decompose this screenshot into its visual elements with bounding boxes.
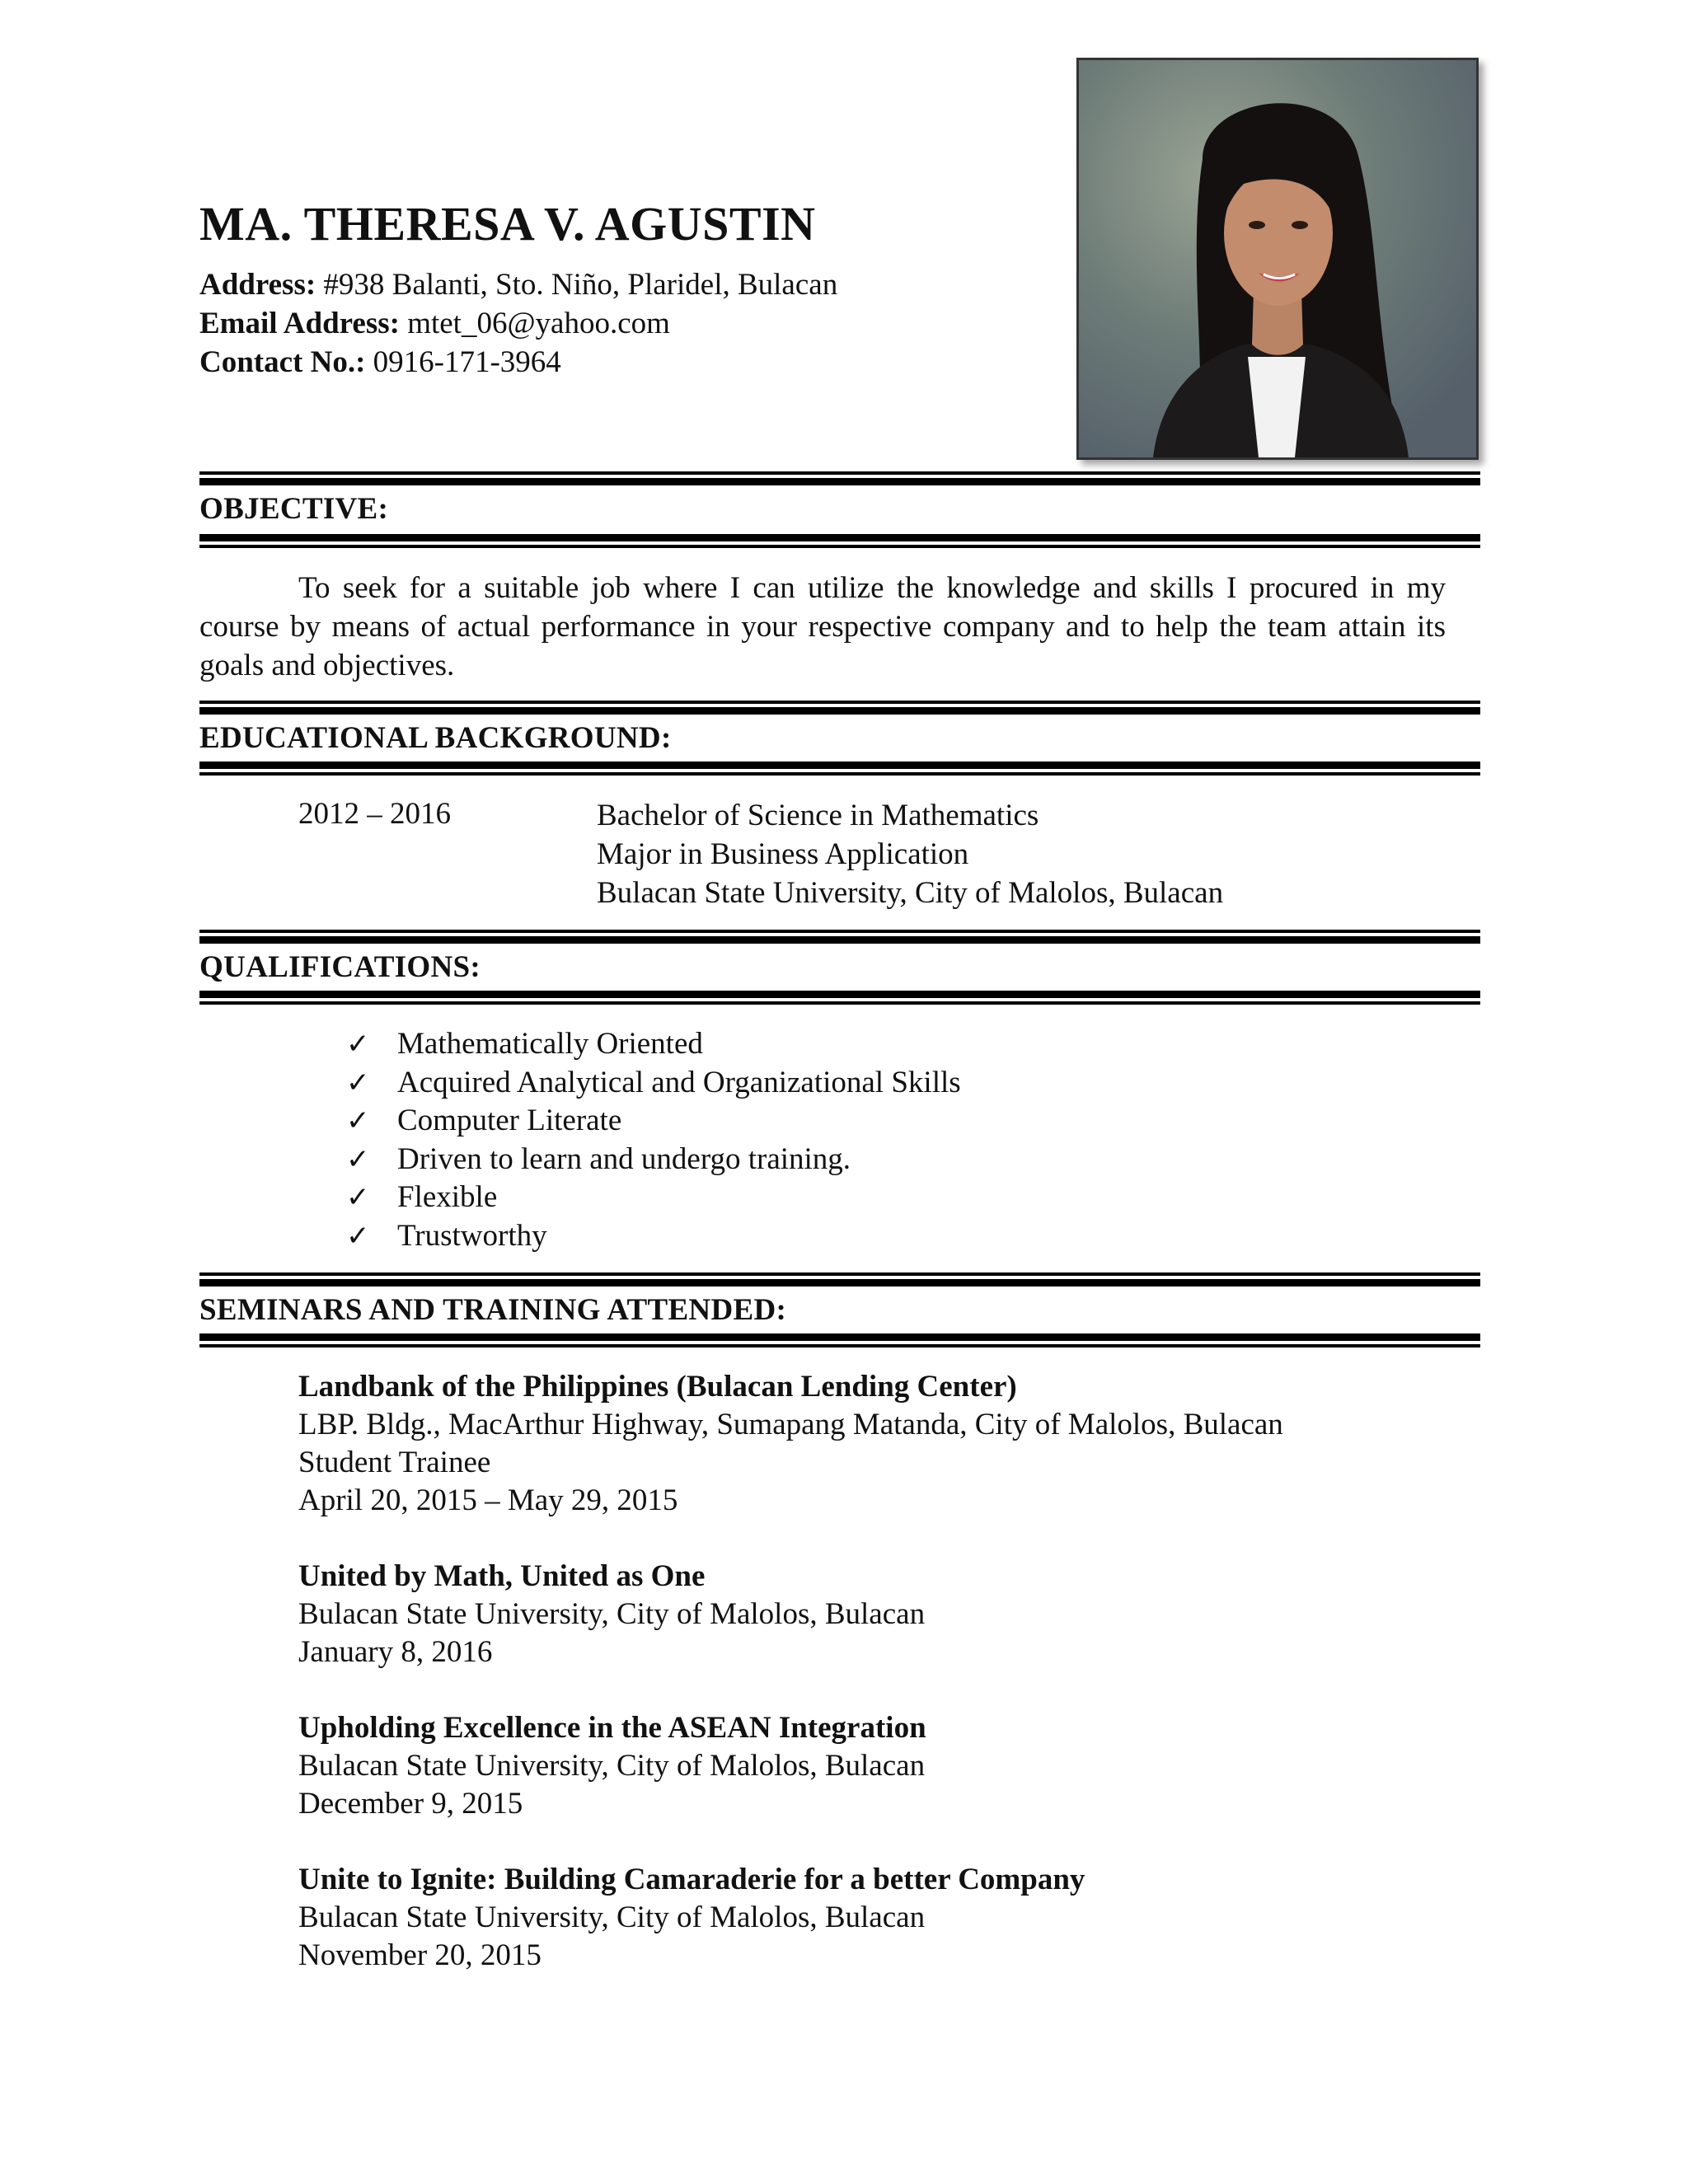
seminar-entry bbox=[298, 1368, 1283, 1520]
check-icon: ✓ bbox=[346, 1142, 370, 1176]
contact-number-label: Contact No.: bbox=[199, 345, 366, 379]
qualifications-bottom-rule bbox=[199, 991, 1480, 1005]
seminar-role: Student Trainee bbox=[298, 1446, 491, 1479]
seminars-heading: SEMINARS AND TRAINING ATTENDED: bbox=[199, 1293, 787, 1327]
seminar-title: Landbank of the Philippines (Bulacan Lending Center) bbox=[298, 1370, 1017, 1404]
education-details bbox=[597, 796, 1223, 912]
email-value: mtet_06@yahoo.com bbox=[407, 307, 670, 340]
seminar-location: LBP. Bldg., MacArthur Highway, Sumapang Matanda, City of Malolos, Bulacan bbox=[298, 1408, 1283, 1441]
education-heading: EDUCATIONAL BACKGROUND: bbox=[199, 721, 672, 755]
seminar-date: April 20, 2015 – May 29, 2015 bbox=[298, 1483, 678, 1517]
objective-text: To seek for a suitable job where I can utilize the knowledge and skills I procured in my course by means of actual performance in your respective company and to help the team attain its goals and objectives. bbox=[199, 571, 1446, 682]
seminar-entry bbox=[298, 1558, 1283, 1671]
seminar-date: December 9, 2015 bbox=[298, 1787, 523, 1821]
objective-bottom-rule bbox=[199, 534, 1480, 549]
qualification-item bbox=[346, 1179, 961, 1217]
qualification-item bbox=[346, 1025, 961, 1064]
seminar-date: November 20, 2015 bbox=[298, 1938, 542, 1972]
seminars-top-rule bbox=[199, 1272, 1480, 1287]
seminar-location: Bulacan State University, City of Malolos, Bulacan bbox=[298, 1597, 926, 1631]
seminar-location: Bulacan State University, City of Malolos, Bulacan bbox=[298, 1749, 926, 1783]
education-top-rule bbox=[199, 701, 1480, 715]
qualification-item bbox=[346, 1141, 961, 1179]
seminar-date: January 8, 2016 bbox=[298, 1635, 493, 1669]
education-school: Bulacan State University, City of Malolos, Bulacan bbox=[597, 876, 1224, 910]
qualifications-top-rule bbox=[199, 930, 1480, 944]
check-icon: ✓ bbox=[346, 1181, 370, 1214]
contact-number-value: 0916-171-3964 bbox=[373, 345, 561, 379]
qualification-text: Mathematically Oriented bbox=[397, 1027, 703, 1061]
applicant-name: MA. THERESA V. AGUSTIN bbox=[199, 197, 816, 251]
seminar-title: Unite to Ignite: Building Camaraderie for a better Company bbox=[298, 1863, 1085, 1896]
contact-number-line bbox=[199, 343, 837, 382]
qualification-text: Acquired Analytical and Organizational Skills bbox=[397, 1065, 961, 1099]
email-label: Email Address: bbox=[199, 307, 400, 340]
seminar-title: United by Math, United as One bbox=[298, 1559, 706, 1593]
check-icon: ✓ bbox=[346, 1219, 370, 1253]
qualification-item bbox=[346, 1102, 961, 1141]
seminars-bottom-rule bbox=[199, 1333, 1480, 1348]
education-bottom-rule bbox=[199, 762, 1480, 776]
email-line bbox=[199, 304, 837, 343]
check-icon: ✓ bbox=[346, 1028, 370, 1061]
objective-heading: OBJECTIVE: bbox=[199, 492, 389, 526]
qualification-text: Driven to learn and undergo training. bbox=[397, 1141, 851, 1176]
education-years: 2012 – 2016 bbox=[298, 797, 451, 831]
seminars-list bbox=[298, 1368, 1283, 2013]
check-icon: ✓ bbox=[346, 1104, 370, 1137]
seminar-location: Bulacan State University, City of Malolos, Bulacan bbox=[298, 1900, 926, 1934]
contact-block bbox=[199, 265, 837, 382]
address-label: Address: bbox=[199, 268, 316, 302]
education-major: Major in Business Application bbox=[597, 837, 969, 871]
education-degree: Bachelor of Science in Mathematics bbox=[597, 799, 1039, 832]
check-icon: ✓ bbox=[346, 1066, 370, 1099]
qualification-text: Trustworthy bbox=[397, 1218, 547, 1253]
qualification-item bbox=[346, 1064, 961, 1103]
objective-top-rule bbox=[199, 471, 1480, 486]
qualification-text: Flexible bbox=[397, 1180, 498, 1214]
portrait-photo bbox=[1076, 58, 1479, 460]
seminar-entry bbox=[298, 1861, 1283, 1975]
seminar-title: Upholding Excellence in the ASEAN Integration bbox=[298, 1711, 926, 1745]
qualification-text: Computer Literate bbox=[397, 1104, 622, 1137]
address-line bbox=[199, 265, 837, 304]
seminar-entry bbox=[298, 1709, 1283, 1823]
qualifications-list bbox=[346, 1025, 961, 1255]
address-value: #938 Balanti, Sto. Niño, Plaridel, Bulacan bbox=[323, 268, 838, 302]
qualifications-heading: QUALIFICATIONS: bbox=[199, 950, 481, 984]
qualification-item bbox=[346, 1217, 961, 1256]
